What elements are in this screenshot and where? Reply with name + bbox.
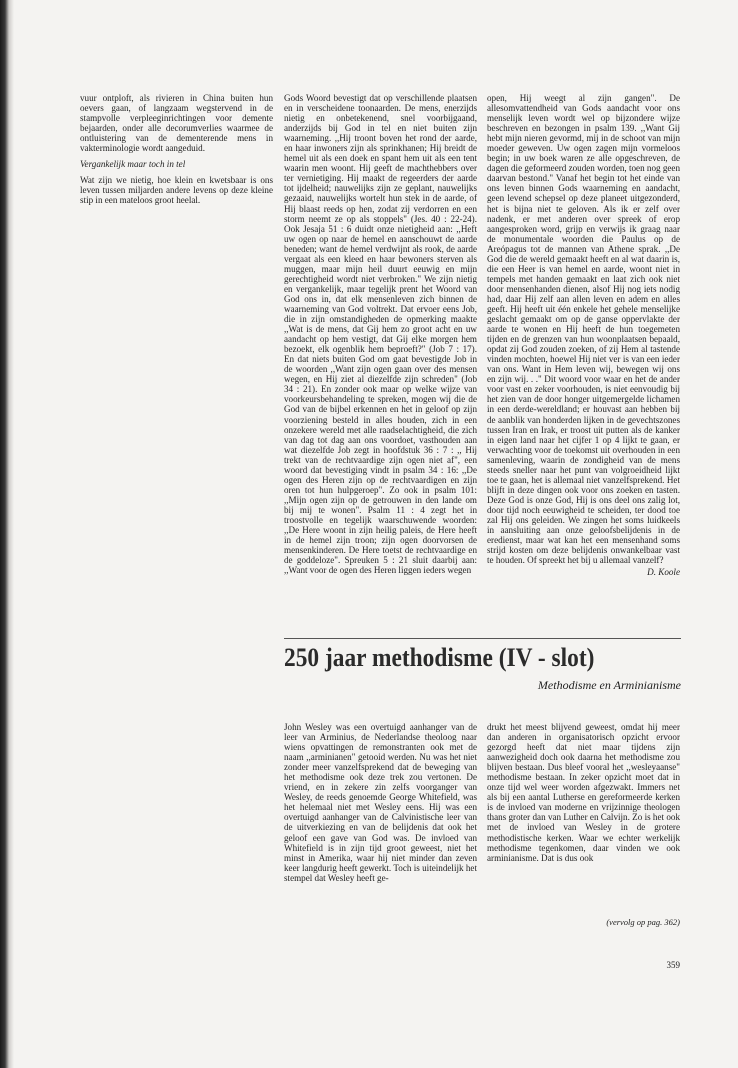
binding-edge bbox=[0, 0, 14, 1068]
article1-paragraph: open, Hij weegt al zijn gangen". De allesomvattendheid van Gods aandacht voor ons menselijk leven wordt wel op bijzondere wijze beschreven en bezongen in psalm 139. ,,Want Gij hebt mijn nieren gevormd, mij in de schoot van mijn moeder geweven. Uw ogen zagen mijn vormeloos begin; in uw boek waren ze alle opgeschreven, de dagen die geformeerd zouden worden, toen nog geen daarvan bestond." Vanaf het begin tot het einde van ons leven binnen Gods waarneming en aandacht, geen levend schepsel op deze planeet uitgezonderd, het is bijna niet te geloven. Als ik er zelf over nadenk, er met anderen over spreek of erop aangesproken word, grijp en verwijs ik graag naar de monumentale woorden die Paulus op de Areópagus tot de mannen van Athene sprak. ,,De God die de wereld gemaakt heeft en al wat daarin is, die een Heer is van hemel en aarde, woont niet in tempels met handen gemaakt en laat zich ook niet door mensenhanden dienen, alsof Hij nog iets nodig had, daar Hij zelf aan allen leven en adem en alles geeft. Hij heeft uit één enkele het gehele menselijke geslacht gemaakt om op de ganse oppervlakte der aarde te wonen en Hij heeft de hun toegemeten tijden en de grenzen van hun woonplaatsen bepaald, opdat zij God zouden zoeken, of zij Hem al tastende vinden mochten, hoewel Hij niet ver is van een ieder van ons. Want in Hem leven wij, bewegen wij ons en zijn wij. . ." Dit woord voor waar en het de ander voor vast en zeker voorhouden, is niet eenvoudig bij het zien van de door honger uitgemergelde lichamen in een derde-wereldland; er houvast aan hebben bij de aanblik van honderden lijken in de gevechtszones tussen Iran en Irak, er troost uit putten als de kanker in eigen land naar het cijfer 1 op 4 lijkt te gaan, er verwachting voor de toekomst uit overhouden in een samenleving, waarin de zondigheid van de mens steeds sneller naar het punt van volgroeidheid lijkt toe te gaan, het is allemaal niet vanzelfsprekend. Het blijft in deze dingen ook voor ons zoeken en tasten. Deze God is onze God, Hij is ons deel ons zalig lot, door tijd noch eeuwigheid te scheiden, ter dood toe zal Hij ons geleiden. We zingen het soms luidkeels in aansluiting aan onze geloofsbelijdenis in de eredienst, maar wat kan het een mensenhand soms strijd kosten om deze belijdenis onwankelbaar vast te houden. Of spreekt het bij u allemaal vanzelf? bbox=[487, 93, 680, 566]
article1-column-3 bbox=[487, 93, 680, 578]
article2-column-1 bbox=[284, 722, 477, 947]
article2-paragraph: drukt het meest blijvend geweest, omdat hij meer dan anderen in organisatorisch opzicht ervoor gezorgd heeft dat niet maar tijdens zijn aanwezigheid doch ook daarna het methodisme zou blijven bestaan. Dus bleef vooral het ,,wesleyaanse" methodisme bestaan. In zeker opzicht moet dat in onze tijd wel weer worden afgezwakt. Immers net als bij een aantal Lutherse en gereformeerde kerken is de invloed van moderne en vrijzinnige theologen thans groter dan van Luther en Calvijn. Zo is het ook met de invloed van Wesley in de grotere methodistische kerken. Waar we echter werkelijk methodisme tegenkomen, daar vinden we ook arminianisme. Dat is dus ook bbox=[487, 722, 680, 863]
article1-subheading: Vergankelijk maar toch in tel bbox=[80, 159, 186, 170]
article1-paragraph: vuur ontploft, als rivieren in China buiten hun oevers gaan, of langzaam wegstervend in de stampvolle verpleeginrichtingen voor demente bejaarden, onder alle decorumverlies waarmee de ontluistering van de dementerende mens in vakterminologie wordt aangeduid. bbox=[80, 93, 273, 154]
article1-column-1 bbox=[80, 93, 273, 913]
continued-reference: (vervolg op pag. 362) bbox=[606, 917, 680, 927]
author-signature: D. Koole bbox=[647, 567, 680, 578]
page-number: 359 bbox=[666, 960, 680, 970]
article1-paragraph: Wat zijn we nietig, hoe klein en kwetsbaar is ons leven tussen miljarden andere levens op deze kleine stip in een mateloos groot heelal. bbox=[80, 175, 273, 206]
article2-column-2 bbox=[487, 722, 680, 902]
article1-column-2 bbox=[284, 93, 477, 576]
article2-subtitle: Methodisme en Arminianisme bbox=[537, 678, 681, 692]
article1-paragraph: Gods Woord bevestigt dat op verschillende plaatsen en in verscheidene toonaarden. De mens, enerzijds nietig en onbetekenend, snel voorbijgaand, anderzijds bij God in tel en niet buiten zijn waarneming. ,,Hij troont boven het rond der aarde, en haar inwoners zijn als sprinkhanen; Hij breidt de hemel uit als een doek en spant hem uit als een tent waarin men woont. Hij geeft de machthebbers over ter vernietiging. Hij maakt de regeerders der aarde tot ijdelheid; nauwelijks zijn ze geplant, nauwelijks gezaaid, nauwelijks wortelt hun stek in de aarde, of Hij blaast reeds op hen, zodat zij verdorren en een storm neemt ze op als stoppels" (Jes. 40 : 22-24). Ook Jesaja 51 : 6 duidt onze nietigheid aan: ,,Heft uw ogen op naar de hemel en aanschouwt de aarde beneden; want de hemel verdwijnt als rook, de aarde vergaat als een kleed en haar bewoners sterven als muggen, maar mijn heil duurt eeuwig en mijn gerechtigheid wordt niet verbroken." We zijn nietig en vergankelijk, maar tegelijk prent het Woord van God ons in, dat elk mensenleven zich binnen de waarneming van God voltrekt. Dat ervoer eens Job, die in zijn omstandigheden de opmerking maakte ,,Wat is de mens, dat Gij hem zo groot acht en uw aandacht op hem vestigt, dat Gij elke morgen hem bezoekt, elk ogenblik hem beproeft?" (Job 7 : 17). En dat niets buiten God om gaat bevestigde Job in de woorden ,,Want zijn ogen gaan over des mensen wegen, en Hij ziet al diezelfde zijn schreden" (Job 34 : 21). En zonder ook maar op welke wijze van voorkeursbehandeling te spreken, mogen wij die de God van de bijbel erkennen en het in geloof op zijn voorziening besteld in alles houden, zich in een onzekere wereld met alle raadselachtigheid, die zich van dag tot dag aan ons voordoet, vasthouden aan wat diezelfde Job zegt in hoofdstuk 36 : 7 : ,, Hij trekt van de rechtvaardige zijn ogen niet af", een woord dat bevestiging vindt in psalm 34 : 16: ,,De ogen des Heren zijn op de rechtvaardigen en zijn oren tot hun hulpgeroep". Zo ook in psalm 101: ,,Mijn ogen zijn op de getrouwen in den lande om bij mij te wonen". Psalm 11 : 4 zegt het in troostvolle en tegelijk waarschuwende woorden: ,,De Here woont in zijn heilig paleis, de Here heeft in de hemel zijn troon; zijn ogen doorvorsen de mensenkinderen. De Here toetst de rechtvaardige en de goddeloze". Spreuken 5 : 21 sluit daarbij aan: ,,Want voor de ogen des Heren liggen ieders wegen bbox=[284, 93, 477, 576]
article2-paragraph: John Wesley was een overtuigd aanhanger van de leer van Arminius, de Nederlandse theoloog naar wiens opvattingen de remonstranten ook met de naam ,,arminianen" getooid werden. Nu was het niet zonder meer vanzelfsprekend dat de beweging van het methodisme ook deze trek zou vertonen. De vriend, en in zekere zin zelfs voorganger van Wesley, de reeds genoemde George Whitefield, was het helemaal niet met Wesley eens. Hij was een overtuigd aanhanger van de Calvinistische leer van de uitverkiezing en van de belijdenis dat ook het geloof een gave van God was. De invloed van Whitefield is in zijn tijd groot geweest, niet het minst in Amerika, waar hij niet minder dan zeven keer langdurig heeft gewerkt. Toch is uiteindelijk het stempel dat Wesley heeft ge- bbox=[284, 722, 477, 883]
article-divider bbox=[284, 638, 681, 639]
article2-title: 250 jaar methodisme (IV - slot) bbox=[284, 643, 595, 672]
